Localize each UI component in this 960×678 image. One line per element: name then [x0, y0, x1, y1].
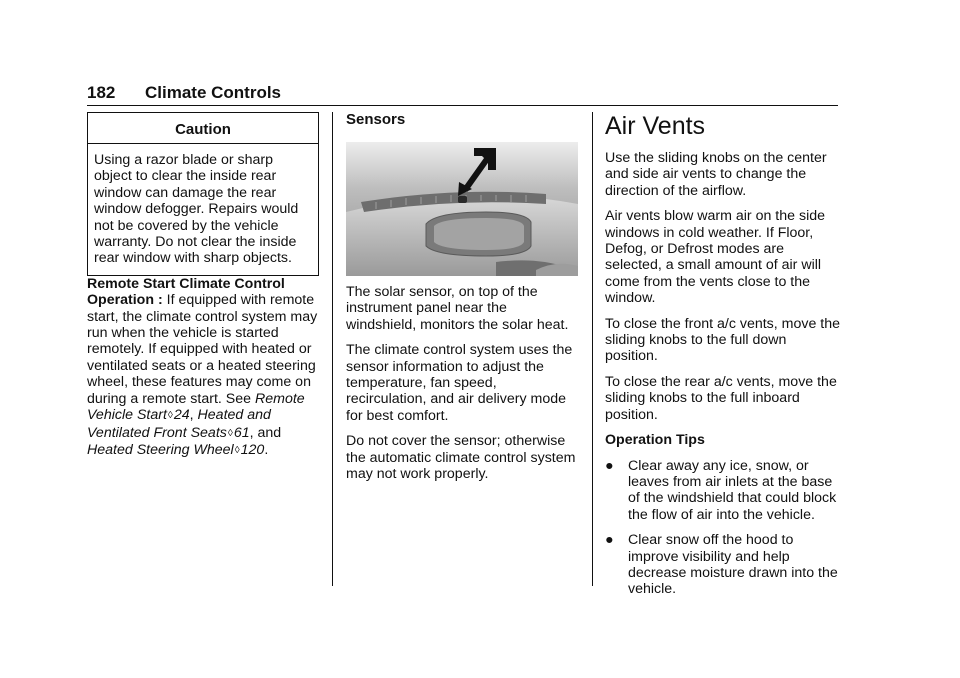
air-vents-paragraph-2: Air vents blow warm air on the side windows in cold weather. If Floor, Defog, or Defrost modes are selected, a small amount of air will come from the vents close to the window. — [605, 208, 825, 307]
sensors-paragraph-3: Do not cover the sensor; otherwise the automatic climate control system may not work properly. — [346, 433, 576, 483]
column-divider — [332, 112, 333, 586]
list-item — [605, 532, 841, 598]
page-ref-icon: ◊ — [167, 410, 173, 422]
remote-start-paragraph: Remote Start Climate Control Operation : If equipped with remote start, the climate control system may run when the vehicle is started remotely. If equipped with heated or ventilated seats or a heated steering wheel, these features may come on during a remote start. See Remote Vehicle Start◊24, Heated and Ventilated Front Seats◊61, and Heated Steering Wheel◊120. — [87, 275, 318, 458]
ref-heated-ventilated-seats[interactable]: Heated and Ventilated Front Seats — [87, 407, 271, 441]
list-item — [605, 458, 841, 524]
ref-page-number[interactable]: 61 — [233, 424, 250, 441]
bullet-icon: ● — [605, 457, 614, 474]
column-left — [87, 112, 319, 468]
sensors-heading: Sensors — [346, 111, 406, 128]
column-middle — [346, 112, 578, 491]
air-vents-paragraph-3: To close the front a/c vents, move the sliding knobs to the full down position. — [605, 315, 840, 365]
sensors-paragraph-1: The solar sensor, on top of the instrument panel near the windshield, monitors the solar heat. — [346, 284, 569, 333]
ref-heated-steering-wheel[interactable]: Heated Steering Wheel — [87, 441, 234, 458]
ref-page-number[interactable]: 24 — [173, 407, 190, 424]
caution-box — [87, 112, 319, 276]
remote-start-heading: Remote Start Climate Control Operation : — [87, 275, 285, 309]
bullet-icon: ● — [605, 532, 614, 549]
and-text: , and — [249, 424, 282, 441]
column-right — [605, 112, 841, 607]
operation-tips-heading: Operation Tips — [605, 432, 705, 449]
remote-start-text: If equipped with remote start, the climate control system may run when the vehicle is started remotely. If equipped with heated or ventilated seats or a heated steering wheel, these features may come on during a remote start. See — [87, 292, 318, 407]
page-ref-icon: ◊ — [234, 444, 240, 456]
column-divider — [592, 112, 593, 586]
page-header — [87, 83, 838, 106]
caution-title: Caution — [88, 113, 318, 144]
tip-text: Clear away any ice, snow, or leaves from air inlets at the base of the windshield that could block the flow of air into the vehicle. — [628, 457, 837, 523]
sensors-paragraph-2: The climate control system uses the sensor information to adjust the temperature, fan speed, recirculation, and air delivery mode for best comfort. — [346, 342, 573, 424]
air-vents-paragraph-4: To close the rear a/c vents, move the sliding knobs to the full inboard position. — [605, 373, 837, 423]
ref-remote-vehicle-start[interactable]: Remote Vehicle Start — [87, 390, 305, 424]
air-vents-paragraph-1: Use the sliding knobs on the center and side air vents to change the direction of the airflow. — [605, 150, 827, 199]
ref-page-number[interactable]: 120 — [240, 441, 265, 458]
air-vents-heading: Air Vents — [605, 112, 706, 140]
page-ref-icon: ◊ — [227, 427, 233, 439]
tip-text: Clear snow off the hood to improve visibility and help decrease moisture drawn into the vehicle. — [628, 532, 838, 598]
caution-text: Using a razor blade or sharp object to clear the inside rear window can damage the rear window defogger. Repairs would not be covered by the vehicle warranty. Do not clear the inside rear window with sharp objects. — [94, 152, 299, 267]
solar-sensor-photo — [346, 142, 578, 276]
page-number: 182 — [87, 83, 116, 102]
section-title: Climate Controls — [145, 83, 282, 102]
